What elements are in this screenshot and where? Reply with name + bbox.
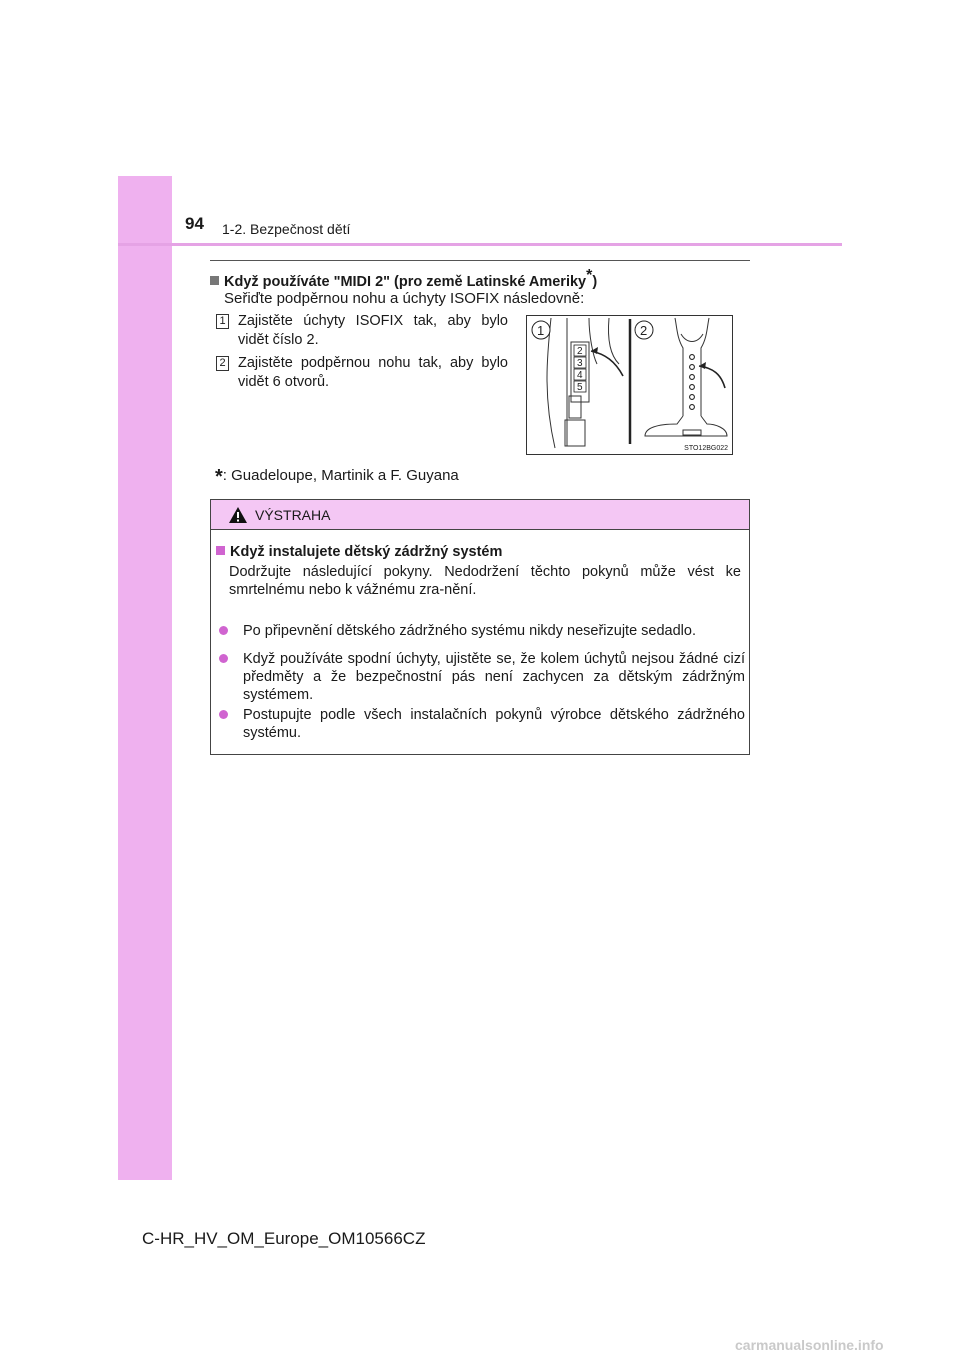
scale-number: 2 — [577, 346, 583, 357]
figure-code: STO12BG022 — [684, 445, 728, 452]
warning-bullet — [217, 650, 745, 704]
warning-bullet — [217, 706, 745, 742]
figure-callout: 1 — [537, 323, 545, 338]
square-bullet-icon — [210, 276, 219, 285]
intro-text: Seřiďte podpěrnou nohu a úchyty ISOFIX následovně: — [224, 290, 585, 307]
page-number: 94 — [185, 214, 204, 233]
scale-number: 3 — [577, 358, 583, 369]
warning-heading-text: Když instalujete dětský zádržný systém — [230, 544, 503, 560]
warning-header — [211, 500, 749, 530]
bullet-text: Postupujte podle všech instalačních pokynů výrobce dětského zádržného systému. — [243, 707, 745, 741]
warning-bullet — [217, 622, 745, 640]
footer-doc-id: C-HR_HV_OM_Europe_OM10566CZ — [142, 1229, 426, 1248]
heading-star: * — [586, 267, 593, 284]
warning-body — [211, 530, 749, 754]
step-number: 2 — [216, 356, 229, 371]
step-item — [216, 354, 508, 392]
footnote-text: : Guadeloupe, Martinik a F. Guyana — [222, 467, 459, 484]
step-item — [216, 312, 508, 350]
section-title: 1-2. Bezpečnost dětí — [222, 221, 351, 237]
footnote — [215, 466, 459, 489]
sidebar-tab — [118, 176, 172, 1180]
warning-box — [210, 499, 750, 755]
content-rule — [210, 260, 750, 261]
scale-number: 4 — [577, 370, 583, 381]
watermark: carmanualsonline.info — [735, 1337, 884, 1353]
illustration-drawing — [527, 316, 732, 454]
round-bullet-icon — [219, 710, 228, 719]
warning-triangle-icon — [228, 506, 248, 524]
warning-heading — [216, 544, 502, 560]
header-rule — [118, 243, 842, 246]
round-bullet-icon — [219, 654, 228, 663]
footnote-star: * — [215, 466, 223, 488]
round-bullet-icon — [219, 626, 228, 635]
step-text: Zajistěte úchyty ISOFIX tak, aby bylo vidět číslo 2. — [238, 313, 508, 348]
isofix-illustration — [526, 315, 733, 455]
step-text: Zajistěte podpěrnou nohu tak, aby bylo vidět 6 otvorů. — [238, 355, 508, 390]
step-number: 1 — [216, 314, 229, 329]
heading-text: Když používáte "MIDI 2" (pro země Latinské Ameriky — [224, 273, 587, 290]
bullet-text: Když používáte spodní úchyty, ujistěte se, že kolem úchytů nejsou žádné cizí předměty a že bezpečnostní pás není zachycen za dětským zádržným systémem. — [243, 651, 745, 703]
bullet-text: Po připevnění dětského zádržného systému nikdy neseřizujte sedadlo. — [243, 623, 696, 639]
scale-number: 5 — [577, 382, 583, 393]
warning-title: VÝSTRAHA — [255, 507, 331, 523]
square-bullet-icon — [216, 546, 225, 555]
figure-callout: 2 — [640, 323, 648, 338]
subsection-heading — [210, 267, 597, 290]
warning-paragraph: Dodržujte následující pokyny. Nedodržení těchto pokynů může vést ke smrtelnému nebo k vážnému zra-nění. — [229, 564, 741, 598]
heading-close: ) — [592, 273, 598, 290]
